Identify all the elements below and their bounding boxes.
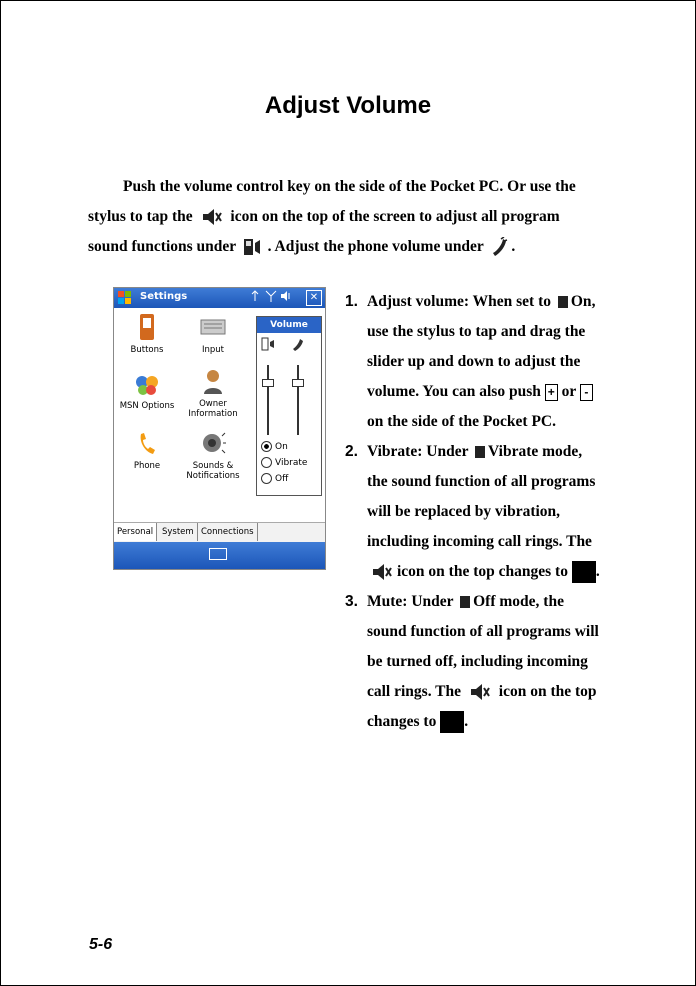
app-phone[interactable] — [113, 430, 182, 471]
radio-vibrate[interactable] — [261, 457, 307, 468]
intro-line-3 — [88, 232, 618, 262]
tab-personal[interactable]: Personal — [114, 523, 157, 541]
system-volume-slider[interactable] — [262, 379, 274, 387]
steps-list — [345, 287, 625, 737]
speaker-icon — [371, 563, 393, 581]
radio-on[interactable] — [261, 441, 288, 452]
page-title: Adjust Volume — [264, 92, 432, 119]
step-2-line-1 — [345, 437, 625, 467]
step-text: volume. You can also push — [367, 383, 541, 400]
step-1-line-2: use the stylus to tap and drag the — [367, 323, 586, 340]
intro-text: stylus to tap the — [88, 208, 193, 225]
app-msn-options[interactable] — [113, 372, 182, 411]
step-1-line-4 — [345, 377, 625, 407]
step-3-line-3: be turned off, including incoming — [367, 653, 588, 670]
step-text: icon on the top — [498, 683, 597, 700]
step-1-line-1: 1. Adjust volume: When set to On, — [345, 287, 625, 317]
msn-butterfly-icon — [134, 372, 160, 398]
window-title: Settings — [140, 291, 188, 302]
tab-system[interactable]: System — [159, 523, 198, 541]
volume-header: Volume — [257, 317, 321, 333]
speaker-cone-icon — [200, 428, 226, 458]
intro-text: icon on the top of the screen to adjust all program — [230, 208, 560, 225]
step-text: icon on the top changes to — [397, 563, 568, 580]
step-3-line-5 — [345, 707, 625, 737]
title-bar — [114, 288, 325, 308]
speaker-icon — [201, 208, 223, 226]
page-number: 5-6 — [89, 936, 113, 953]
tab-connections[interactable]: Connections — [198, 523, 258, 541]
device-speaker-icon — [557, 295, 569, 309]
app-buttons[interactable] — [113, 312, 182, 355]
pocket-pc-screenshot — [113, 287, 326, 570]
mute-status-icon — [440, 711, 464, 733]
step-text: call rings. The — [367, 683, 462, 700]
radio-off[interactable] — [261, 473, 288, 484]
step-3-line-4 — [345, 677, 625, 707]
step-2-line-4: including incoming call rings. The — [367, 533, 592, 550]
step-2-line-2: the sound function of all programs — [367, 473, 596, 490]
step-text: Vibrate — [367, 443, 418, 460]
speaker-icon[interactable] — [280, 290, 292, 302]
radio-dot — [261, 441, 272, 452]
device-speaker-icon — [474, 445, 486, 459]
phone-volume-slider[interactable] — [292, 379, 304, 387]
phone-volume-track[interactable] — [297, 365, 299, 435]
step-2-line-3: will be replaced by vibration, — [367, 503, 561, 520]
step-key: Off — [473, 593, 496, 610]
step-1-line-5: on the side of the Pocket PC. — [367, 413, 556, 430]
signal-icon — [265, 290, 277, 302]
app-label: Owner Information — [188, 399, 238, 419]
step-number: 2. — [345, 443, 358, 460]
step-text: . — [595, 563, 600, 580]
intro-text: sound functions under — [88, 238, 236, 255]
step-key: Vibrate — [488, 443, 539, 460]
phone-icon — [137, 430, 157, 458]
radio-label: Off — [275, 474, 289, 484]
step-text: : Under — [402, 593, 454, 610]
step-2-line-5 — [345, 557, 625, 587]
intro-text: . — [511, 238, 516, 255]
device-speaker-icon — [459, 595, 471, 609]
radio-label: On — [275, 442, 288, 452]
radio-label: Vibrate — [275, 458, 308, 468]
step-number: 3. — [345, 593, 358, 610]
status-icons — [250, 290, 292, 305]
phone-volume-icon — [291, 337, 305, 351]
speaker-icon — [469, 683, 491, 701]
intro-paragraph — [88, 172, 618, 262]
intro-line-2 — [88, 202, 618, 232]
step-text: Mute — [367, 593, 403, 610]
owner-icon — [202, 368, 224, 396]
app-label: MSN Options — [119, 401, 175, 411]
radio-dot — [261, 473, 272, 484]
step-number: 1. — [345, 293, 358, 310]
step-1-line-3: slider up and down to adjust the — [367, 353, 581, 370]
app-input[interactable] — [178, 312, 248, 355]
step-text: mode, — [542, 443, 583, 460]
app-owner-information[interactable] — [178, 368, 248, 419]
step-text: : Under — [417, 443, 469, 460]
step-text: mode, the — [499, 593, 564, 610]
intro-line-1: Push the volume control key on the side of the Pocket PC. Or use the — [123, 178, 576, 195]
phone-volume-icon — [490, 237, 508, 257]
volume-panel — [256, 316, 322, 496]
step-text: . — [464, 713, 469, 730]
tab-bar — [114, 522, 325, 543]
keyboard-icon[interactable] — [209, 548, 227, 560]
buttons-icon — [136, 312, 158, 342]
intro-text: . Adjust the phone volume under — [267, 238, 484, 255]
step-text: Adjust volume: When set to — [367, 293, 551, 310]
app-label: Buttons — [130, 345, 164, 355]
device-speaker-icon — [243, 237, 261, 257]
app-label: Input — [201, 345, 224, 355]
plus-key: + — [545, 384, 558, 401]
app-sounds-notifications[interactable] — [178, 428, 248, 481]
app-label: Sounds & Notifications — [186, 461, 240, 481]
app-label: Phone — [133, 461, 161, 471]
system-volume-track[interactable] — [267, 365, 269, 435]
step-3-line-1 — [345, 587, 625, 617]
step-text: changes to — [367, 713, 437, 730]
minus-key: - — [580, 384, 593, 401]
connectivity-icon — [250, 290, 262, 302]
keyboard-icon — [200, 312, 226, 342]
close-button[interactable]: ✕ — [306, 290, 322, 306]
radio-dot — [261, 457, 272, 468]
step-text: or — [561, 383, 576, 400]
device-speaker-icon — [261, 337, 275, 351]
step-3-line-2: sound function of all programs will — [367, 623, 599, 640]
vibrate-status-icon — [572, 561, 596, 583]
windows-start-icon[interactable] — [118, 291, 132, 305]
bottom-bar — [114, 542, 325, 569]
step-key: On — [570, 293, 592, 310]
